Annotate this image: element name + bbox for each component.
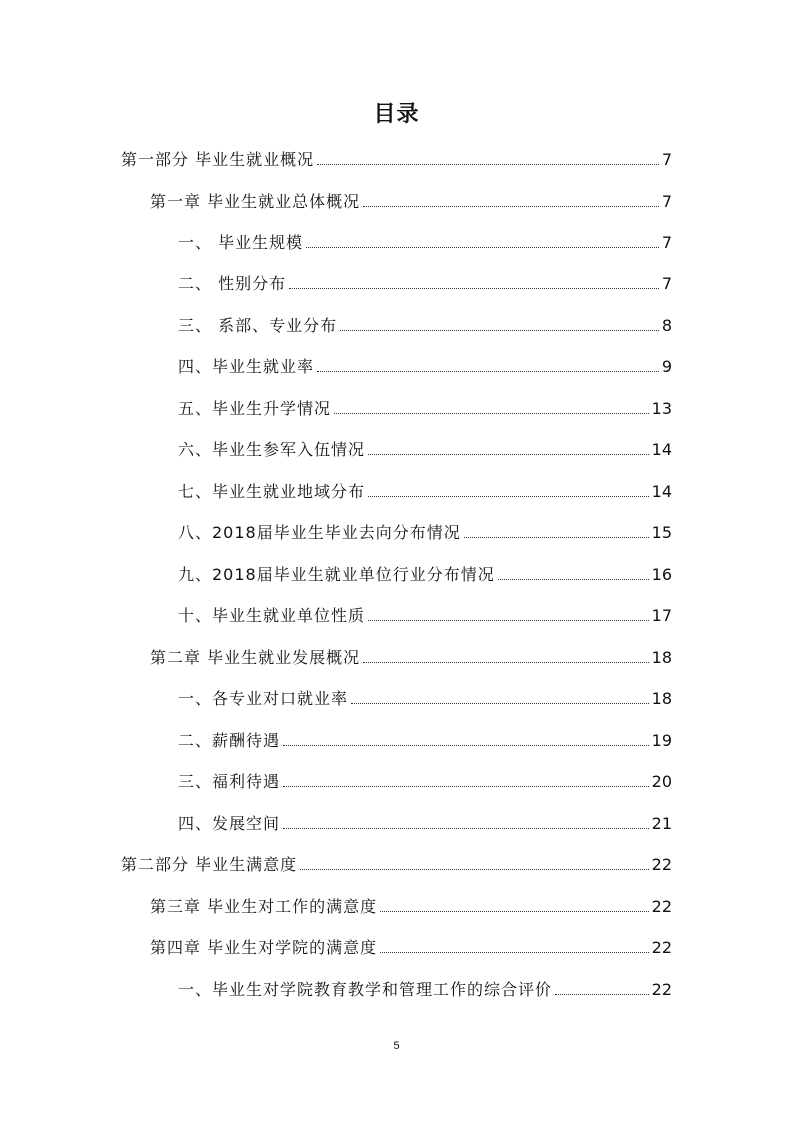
dot-leader — [289, 288, 659, 289]
toc-entry-page: 22 — [651, 855, 672, 874]
toc-entry-section[interactable] — [178, 273, 672, 295]
toc-entry-section[interactable] — [178, 481, 672, 503]
toc-entry-page: 22 — [651, 980, 672, 999]
toc-title: 目录 — [373, 102, 420, 127]
dot-leader — [283, 745, 649, 746]
toc-entry-label: 十、毕业生就业单位性质 — [178, 606, 366, 625]
toc-entry-page: 14 — [651, 482, 672, 501]
toc-entry-page: 19 — [651, 731, 672, 750]
toc-entry-section[interactable] — [178, 688, 672, 710]
toc-entry-label: 六、毕业生参军入伍情况 — [178, 440, 366, 459]
dot-leader — [380, 911, 649, 912]
toc-entry-section[interactable] — [178, 398, 672, 420]
dot-leader — [340, 330, 659, 331]
toc-entry-label: 一、各专业对口就业率 — [178, 689, 349, 708]
toc-entry-label: 七、毕业生就业地域分布 — [178, 482, 366, 501]
toc-entry-label: 第一部分 毕业生就业概况 — [121, 150, 315, 169]
dot-leader — [334, 413, 649, 414]
toc-entry-label: 九、2018届毕业生就业单位行业分布情况 — [178, 565, 495, 584]
dot-leader — [380, 952, 649, 953]
toc-entry-part-2[interactable] — [121, 854, 672, 876]
toc-entry-label: 三、福利待遇 — [178, 772, 281, 791]
toc-entry-label: 第一章 毕业生就业总体概况 — [150, 192, 361, 211]
dot-leader — [283, 828, 649, 829]
toc-entry-label: 二、 性别分布 — [178, 274, 287, 293]
dot-leader — [306, 247, 659, 248]
toc-entry-page: 22 — [651, 897, 672, 916]
toc-entry-chapter-3[interactable] — [150, 896, 672, 918]
toc-entry-label: 五、毕业生升学情况 — [178, 399, 332, 418]
toc-entry-label: 第二章 毕业生就业发展概况 — [150, 648, 361, 667]
toc-entry-label: 二、薪酬待遇 — [178, 731, 281, 750]
dot-leader — [363, 206, 659, 207]
toc-entry-section[interactable] — [178, 813, 672, 835]
toc-entry-section[interactable] — [178, 315, 672, 337]
toc-entry-page: 7 — [661, 233, 672, 252]
toc-entry-section[interactable] — [178, 605, 672, 627]
toc-entry-page: 8 — [661, 316, 672, 335]
toc-entry-label: 三、 系部、专业分布 — [178, 316, 338, 335]
toc-entry-label: 一、毕业生对学院教育教学和管理工作的综合评价 — [178, 980, 553, 999]
toc-entry-page: 7 — [661, 150, 672, 169]
dot-leader — [317, 164, 659, 165]
dot-leader — [464, 537, 649, 538]
dot-leader — [498, 579, 649, 580]
toc-entry-page: 9 — [661, 357, 672, 376]
dot-leader — [368, 454, 649, 455]
toc-entry-section[interactable] — [178, 522, 672, 544]
dot-leader — [368, 496, 649, 497]
toc-entry-page: 7 — [661, 274, 672, 293]
toc-entry-page: 15 — [651, 523, 672, 542]
toc-entry-page: 16 — [651, 565, 672, 584]
dot-leader — [300, 869, 649, 870]
toc-entry-page: 21 — [651, 814, 672, 833]
toc-entry-chapter-2[interactable] — [150, 647, 672, 669]
toc-entry-section[interactable] — [178, 730, 672, 752]
toc-entry-page: 14 — [651, 440, 672, 459]
toc-entry-section[interactable] — [178, 232, 672, 254]
toc-entry-page: 22 — [651, 938, 672, 957]
toc-entry-chapter-1[interactable] — [150, 191, 672, 213]
toc-entry-section[interactable] — [178, 356, 672, 378]
toc-entry-label: 第三章 毕业生对工作的满意度 — [150, 897, 378, 916]
dot-leader — [368, 620, 649, 621]
dot-leader — [317, 371, 659, 372]
toc-entry-label: 一、 毕业生规模 — [178, 233, 304, 252]
toc-entry-page: 7 — [661, 192, 672, 211]
toc-entry-part-1[interactable] — [121, 149, 672, 171]
toc-entry-page: 13 — [651, 399, 672, 418]
toc-entry-section[interactable] — [178, 979, 672, 1001]
toc-entry-label: 四、毕业生就业率 — [178, 357, 315, 376]
toc-entry-section[interactable] — [178, 771, 672, 793]
toc-entry-section[interactable] — [178, 564, 672, 586]
toc-entry-label: 四、发展空间 — [178, 814, 281, 833]
dot-leader — [555, 994, 649, 995]
toc-entry-page: 17 — [651, 606, 672, 625]
toc-entry-label: 第二部分 毕业生满意度 — [121, 855, 298, 874]
toc-entry-page: 20 — [651, 772, 672, 791]
toc-entry-chapter-4[interactable] — [150, 937, 672, 959]
toc-entry-label: 八、2018届毕业生毕业去向分布情况 — [178, 523, 461, 542]
toc-entry-label: 第四章 毕业生对学院的满意度 — [150, 938, 378, 957]
dot-leader — [283, 786, 649, 787]
dot-leader — [351, 703, 649, 704]
dot-leader — [363, 662, 649, 663]
toc-entry-page: 18 — [651, 648, 672, 667]
page-number: 5 — [393, 1040, 400, 1052]
toc-entry-page: 18 — [651, 689, 672, 708]
toc-entry-section[interactable] — [178, 439, 672, 461]
